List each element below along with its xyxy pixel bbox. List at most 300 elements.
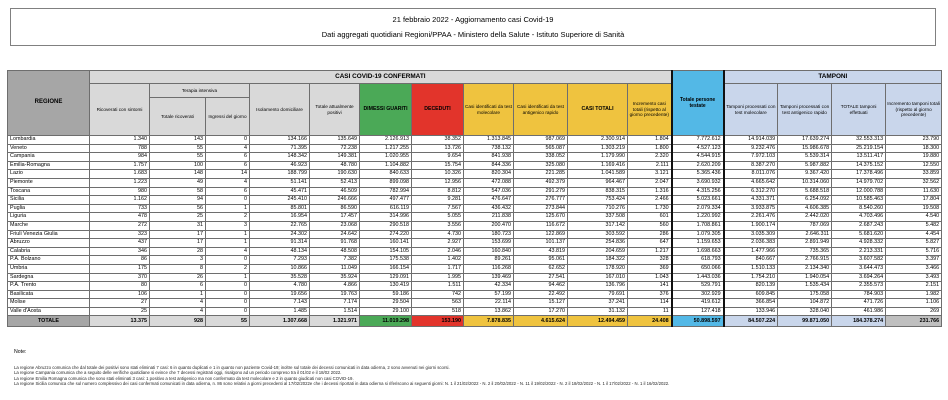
region-name: Molise [8,299,90,308]
value-cell: 2.111 [628,161,672,170]
value-cell: 616.119 [360,204,412,213]
value-cell: 4.703.496 [832,213,886,222]
value-cell: 3.607.582 [832,256,886,265]
value-cell: 57.199 [464,290,514,299]
totale-row [8,316,942,327]
value-cell: 8.812 [412,187,464,196]
value-cell: 8.540.260 [832,204,886,213]
value-cell: 178.920 [568,264,628,273]
value-cell: 13.375 [90,316,150,327]
value-cell: 478 [90,213,150,222]
value-cell: 753.424 [568,196,628,205]
value-cell: 29.100 [360,307,412,316]
value-cell: 618.793 [672,256,724,265]
value-cell: 175.058 [778,290,832,299]
region-name: Calabria [8,247,90,256]
value-cell: 11 [628,307,672,316]
value-cell: 32.553.313 [832,136,886,145]
value-cell: 276.777 [514,196,568,205]
region-name: P.A. Bolzano [8,256,90,265]
region-name: Piemonte [8,178,90,187]
value-cell: 317.142 [568,221,628,230]
value-cell: 787.069 [778,221,832,230]
value-cell: 25 [150,213,206,222]
title-box [10,8,936,46]
region-name: Friuli Venezia Giulia [8,230,90,239]
col-header-ti-totale-ricoverati: Totale ricoverati [150,98,206,136]
value-cell: 1.321.971 [310,316,360,327]
value-cell: 31.132 [568,307,628,316]
value-cell: 1.708.861 [672,221,724,230]
value-cell: 291.279 [514,187,568,196]
value-cell: 2.126.913 [360,136,412,145]
value-cell: 2.466 [628,196,672,205]
value-cell: 114 [628,299,672,308]
value-cell: 323 [90,230,150,239]
table-row [8,178,942,187]
value-cell: 35.924 [310,273,360,282]
table-row [8,307,942,316]
group-header-casi-confermati: CASI COVID-19 CONFERMATI [90,71,672,84]
value-cell: 15.127 [514,299,568,308]
value-cell: 964.467 [568,178,628,187]
value-cell: 24.642 [310,230,360,239]
value-cell: 190.630 [310,170,360,179]
value-cell: 346 [90,247,150,256]
value-cell: 42.334 [464,282,514,291]
value-cell: 3.556 [412,221,464,230]
value-cell: 366.854 [724,299,778,308]
value-cell: 104.872 [778,299,832,308]
value-cell: 19.880 [886,153,942,162]
value-cell: 17 [150,230,206,239]
value-cell: 141 [628,282,672,291]
value-cell: 1.106 [886,299,942,308]
value-cell: 71.395 [250,144,310,153]
value-cell: 4.315.256 [672,187,724,196]
value-cell: 94 [150,196,206,205]
value-cell: 19.508 [886,204,942,213]
value-cell: 4.780 [250,282,310,291]
value-cell: 33.859 [886,170,942,179]
value-cell: 337.508 [568,213,628,222]
value-cell: 7.382 [310,256,360,265]
value-cell: 563 [412,299,464,308]
value-cell: 987.069 [514,136,568,145]
value-cell: 7.878.835 [464,316,514,327]
value-cell: 1.020.955 [360,153,412,162]
value-cell: 35.528 [250,273,310,282]
value-cell: 314.996 [360,213,412,222]
value-cell: 175.538 [360,256,412,265]
value-cell: 11.019.298 [360,316,412,327]
value-cell: 3.690.932 [672,178,724,187]
table-row [8,144,942,153]
table-row [8,196,942,205]
value-cell: 246.666 [310,196,360,205]
value-cell: 0 [206,256,250,265]
value-cell: 3.397 [886,256,942,265]
totale-label: TOTALE [8,316,90,327]
value-cell: 125.670 [514,213,568,222]
value-cell: 2.927 [412,239,464,248]
value-cell: 820.139 [724,282,778,291]
value-cell: 1 [206,239,250,248]
value-cell: 2.355.573 [832,282,886,291]
value-cell: 1.316 [628,187,672,196]
table-row [8,299,942,308]
col-header-casi-totali: CASI TOTALI [568,84,628,136]
value-cell: 56 [150,204,206,213]
value-cell: 23.790 [886,136,942,145]
table-row [8,247,942,256]
value-cell: 1.754.210 [724,273,778,282]
value-cell: 100 [150,161,206,170]
value-cell: 37.241 [568,299,628,308]
value-cell: 17.378.496 [832,170,886,179]
value-cell: 1 [206,204,250,213]
col-header-terapia-intensiva: Terapia intensiva [150,84,250,98]
value-cell: 154.105 [360,247,412,256]
value-cell: 273.844 [514,204,568,213]
value-cell: 2.079.334 [672,204,724,213]
value-cell: 529.791 [672,282,724,291]
value-cell: 3 [206,221,250,230]
col-header-isolamento: Isolamento domiciliare [250,84,310,136]
value-cell: 647 [628,239,672,248]
value-cell: 4.544.915 [672,153,724,162]
value-cell: 1.159.653 [672,239,724,248]
region-name: Abruzzo [8,239,90,248]
region-name: Lazio [8,170,90,179]
value-cell: 2.320 [628,153,672,162]
table-row [8,187,942,196]
value-cell: 3.644.473 [832,264,886,273]
value-cell: 4.928.332 [832,239,886,248]
covid-data-table [7,70,942,327]
value-cell: 4 [206,247,250,256]
value-cell: 7.174 [310,299,360,308]
value-cell: 95.061 [514,256,568,265]
col-header-regione: REGIONE [8,71,90,136]
value-cell: 204.659 [568,247,628,256]
value-cell: 46.509 [310,187,360,196]
value-cell: 2.442.020 [778,213,832,222]
value-cell: 290.518 [360,221,412,230]
col-header-casi-antigenico: Casi identificati da test antigenico rapido [514,84,568,136]
value-cell: 0 [206,307,250,316]
value-cell: 844.336 [464,161,514,170]
value-cell: 43.819 [514,247,568,256]
region-name: Basilicata [8,290,90,299]
table-row [8,256,942,265]
value-cell: 1.477.966 [724,247,778,256]
value-cell: 2.766.915 [778,256,832,265]
value-cell: 148.342 [250,153,310,162]
value-cell: 116.268 [464,264,514,273]
value-cell: 17.639.274 [778,136,832,145]
table-row [8,136,942,145]
region-name: Lombardia [8,136,90,145]
value-cell: 153.699 [464,239,514,248]
value-cell: 10.585.463 [832,196,886,205]
value-cell: 127.418 [672,307,724,316]
value-cell: 547.036 [464,187,514,196]
value-cell: 840.667 [724,256,778,265]
region-name: Veneto [8,144,90,153]
value-cell: 1.220.992 [672,213,724,222]
value-cell: 5.023.661 [672,196,724,205]
value-cell: 122.869 [514,230,568,239]
value-cell: 135.649 [310,136,360,145]
value-cell: 143 [150,136,206,145]
value-cell: 6 [206,187,250,196]
table-row [8,273,942,282]
value-cell: 476.647 [464,196,514,205]
value-cell: 5.482 [886,221,942,230]
value-cell: 4 [150,307,206,316]
value-cell: 7.143 [250,299,310,308]
value-cell: 497.477 [360,196,412,205]
value-cell: 58 [150,187,206,196]
value-cell: 18.300 [886,144,942,153]
value-cell: 325.080 [514,161,568,170]
value-cell: 48.134 [250,247,310,256]
value-cell: 51.141 [250,178,310,187]
value-cell: 5.987.882 [778,161,832,170]
note-line: La regione Emilia Romagna comunica che sono stati eliminati 3 casi: 1 positivo a test antigenico ma non confermato da test molecolare e 2 in quanto giudicati non casi COVID-19. [14,375,354,381]
value-cell: 2.213.331 [832,247,886,256]
value-cell: 5.681.620 [832,230,886,239]
value-cell: 129.091 [360,273,412,282]
col-header-tamponi-totale: TOTALE tamponi effettuati [832,84,886,136]
value-cell: 45.471 [250,187,310,196]
value-cell: 2.134.340 [778,264,832,273]
value-cell: 116.672 [514,221,568,230]
value-cell: 4.730 [412,230,464,239]
table-row [8,290,942,299]
table-row [8,170,942,179]
value-cell: 3.933.875 [724,204,778,213]
value-cell: 46.923 [250,161,310,170]
value-cell: 4.527.123 [672,144,724,153]
value-cell: 59.186 [360,290,412,299]
value-cell: 149.381 [310,153,360,162]
value-cell: 984 [90,153,150,162]
region-name: Toscana [8,187,90,196]
value-cell: 180.723 [464,230,514,239]
value-cell: 14.979.702 [832,178,886,187]
table-body [8,136,942,327]
value-cell: 91.314 [250,239,310,248]
value-cell: 25 [90,307,150,316]
table-row [8,230,942,239]
value-cell: 17.270 [514,307,568,316]
col-header-incremento-tamponi: Incremento tamponi totali (rispetto al giorno precedente) [886,84,942,136]
col-header-ti-ingressi-giorno: Ingressi del giorno [206,98,250,136]
value-cell: 8.387.270 [724,161,778,170]
value-cell: 1 [206,230,250,239]
value-cell: 4.866 [310,282,360,291]
value-cell: 1.900.174 [724,221,778,230]
value-cell: 55 [150,153,206,162]
value-cell: 492.379 [514,178,568,187]
value-cell: 742 [412,290,464,299]
value-cell: 4 [150,299,206,308]
value-cell: 27 [90,299,150,308]
value-cell: 820.304 [464,170,514,179]
value-cell: 601 [628,213,672,222]
col-header-tamponi-molecolare: Tamponi processati con test molecolare [724,84,778,136]
value-cell: 48.508 [310,247,360,256]
value-cell: 1 [206,273,250,282]
value-cell: 2.261.476 [724,213,778,222]
region-name: Puglia [8,204,90,213]
value-cell: 419.612 [672,299,724,308]
value-cell: 838.315 [568,187,628,196]
value-cell: 4.665.642 [724,178,778,187]
value-cell: 303.592 [568,230,628,239]
value-cell: 2 [206,213,250,222]
value-cell: 99.871.050 [778,316,832,327]
col-header-incremento-casi: Incremento casi totali (rispetto al giorno precedente) [628,84,672,136]
table-row [8,221,942,230]
value-cell: 840.633 [360,170,412,179]
value-cell: 1.995 [412,273,464,282]
value-cell: 4 [206,144,250,153]
value-cell: 136.796 [568,282,628,291]
value-cell: 0 [206,136,250,145]
value-cell: 1.511 [412,282,464,291]
note-line: La regione Abruzzo comunica che dal totale dei positivi sono stati eliminati 7 casi: 6 in quanto duplicati e 1 in quanto non paziente Covid-19; inoltre sul totale dei decessi comunicati in data odierna, 2 sono avvenuti nei giorni scorsi. [14,365,450,370]
value-cell: 274.220 [360,230,412,239]
value-cell: 50.898.597 [672,316,724,327]
value-cell: 5.365.436 [672,170,724,179]
value-cell: 1.510.133 [724,264,778,273]
value-cell: 437 [90,239,150,248]
value-cell: 0 [206,282,250,291]
value-cell: 6 [150,282,206,291]
value-cell: 148 [150,170,206,179]
value-cell: 184.378.274 [832,316,886,327]
value-cell: 376 [628,290,672,299]
value-cell: 7.293 [250,256,310,265]
value-cell: 899.098 [360,178,412,187]
value-cell: 160.840 [464,247,514,256]
value-cell: 4.540 [886,213,942,222]
value-cell: 211.838 [464,213,514,222]
value-cell: 560 [628,221,672,230]
value-cell: 22.114 [464,299,514,308]
value-cell: 841.938 [464,153,514,162]
value-cell: 9.232.476 [724,144,778,153]
value-cell: 84.507.224 [724,316,778,327]
value-cell: 62.652 [514,264,568,273]
value-cell: 2.300.914 [568,136,628,145]
col-header-dimessi-guariti: DIMESSI GUARITI [360,84,412,136]
value-cell: 472.088 [464,178,514,187]
value-cell: 784.903 [832,290,886,299]
value-cell: 3.035.309 [724,230,778,239]
value-cell: 1.940.054 [778,273,832,282]
value-cell: 94.462 [514,282,568,291]
value-cell: 436.432 [464,204,514,213]
value-cell: 2 [206,264,250,273]
value-cell: 5.055 [412,213,464,222]
value-cell: 1 [150,290,206,299]
value-cell: 175 [90,264,150,273]
value-cell: 1.982 [886,290,942,299]
value-cell: 782.994 [360,187,412,196]
value-cell: 89.261 [464,256,514,265]
value-cell: 272 [90,221,150,230]
value-cell: 15.754 [412,161,464,170]
value-cell: 2.151 [886,282,942,291]
region-name: Sardegna [8,273,90,282]
value-cell: 518 [412,307,464,316]
value-cell: 302.929 [672,290,724,299]
value-cell: 3.493 [886,273,942,282]
value-cell: 7.772.612 [672,136,724,145]
value-cell: 738.132 [464,144,514,153]
value-cell: 733 [90,204,150,213]
value-cell: 254.836 [568,239,628,248]
value-cell: 55 [206,316,250,327]
value-cell: 28 [150,247,206,256]
region-name: Valle d'Aosta [8,307,90,316]
value-cell: 12.494.459 [568,316,628,327]
value-cell: 735.365 [778,247,832,256]
value-cell: 14.914.039 [724,136,778,145]
value-cell: 1.485 [250,307,310,316]
value-cell: 38.352 [412,136,464,145]
value-cell: 106 [90,290,150,299]
value-cell: 0 [206,290,250,299]
value-cell: 27.541 [514,273,568,282]
value-cell: 1.698.663 [672,247,724,256]
value-cell: 1.535.434 [778,282,832,291]
region-name: Liguria [8,213,90,222]
value-cell: 1.307.668 [250,316,310,327]
value-cell: 1.169.416 [568,161,628,170]
value-cell: 1.730 [628,204,672,213]
value-cell: 7.972.103 [724,153,778,162]
value-cell: 130.419 [360,282,412,291]
value-cell: 134.166 [250,136,310,145]
value-cell: 25.219.154 [832,144,886,153]
value-cell: 2.646.311 [778,230,832,239]
value-cell: 24.408 [628,316,672,327]
value-cell: 1.162 [90,196,150,205]
value-cell: 12.956 [412,178,464,187]
value-cell: 86.590 [310,204,360,213]
value-cell: 166.154 [360,264,412,273]
value-cell: 15.986.678 [778,144,832,153]
region-name: P.A. Trento [8,282,90,291]
value-cell: 139.469 [464,273,514,282]
value-cell: 1.223 [90,178,150,187]
value-cell: 370 [90,273,150,282]
value-cell: 48.780 [310,161,360,170]
value-cell: 11.630 [886,187,942,196]
value-cell: 3.694.264 [832,273,886,282]
value-cell: 1.800 [628,144,672,153]
value-cell: 8 [150,264,206,273]
value-cell: 980 [90,187,150,196]
value-cell: 52.413 [310,178,360,187]
value-cell: 2.046 [412,247,464,256]
value-cell: 2.036.383 [724,239,778,248]
